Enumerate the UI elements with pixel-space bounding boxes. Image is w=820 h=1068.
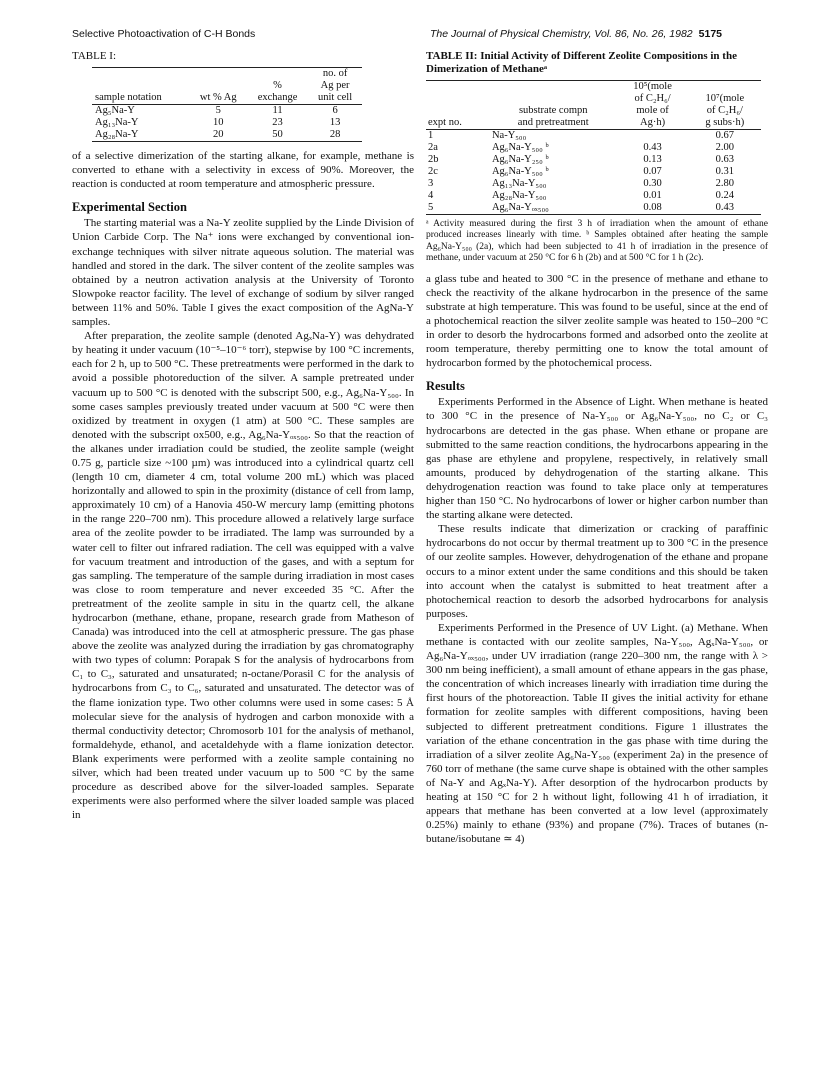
t1-cell: 6 [332,105,338,116]
t1-cell: 13 [329,117,341,128]
experimental-paragraph-2: After preparation, the zeolite sample (denoted AgₓNa-Y) was dehydrated by heating it under vacuum (10⁻⁵–10⁻⁶ torr), stepwise by 100 °C increments, each for 2 h, up to 500 °C. These pretreatments were performed in the dark to avoid a possible photoreduction of the silver. A sample pretreated under vacuum up to 500 °C is denoted with the subscript 500, e.g., Ag₆Na-Y₅₀₀. In some cases samples previously treated under vacuum at 500 °C were then oxidized by treatment in oxygen (1 atm) at 500 °C. These samples are denoted with the subscript ox500, e.g., Ag₆Na-Yₒₓ₅₀₀. So that the reaction of the alkanes under irradiation could be studied, the zeolite sample (weight 0.75 g, particle size ~100 µm) was introduced into a cylindrical quartz cell (length 10 cm, diameter 4 cm, total volume 200 mL) which was placed horizontally and allowed to spin in the proximity (distance of cell from lamp, approximately 10 cm) of a Hanovia 450-W mercury lamp (emitting photons in the range 220–700 nm). This procedure allowed a relatively large surface area of the zeolite powder to be irradiated. The lamp was surrounded by a water cell to filter out infrared radiation. The cell was equipped with a valve for vacuum treatment and introduction of the gases, and with a septum for gas sampling. The temperature of the sample during irradiation in most cases was close to room temperature and never exceeded 35 °C. After the pretreatment of the zeolite sample in situ in the quartz cell, the alkane hydrocarbon (methane, ethane, propane, research grade from Matheson of Canada) was introduced into the cell at atmospheric pressure. The gas phase above the zeolite was analyzed during the irradiation by gas chromatography with two types of column: Porapak S for the analysis of hydrocarbons from C₁ to C₃, saturated and unsaturated; n-octane/Porasil C for the analysis of hydrocarbons from C₃ to C₆, saturated and unsaturated. The detector was of the flame ionization type. Two other columns were used in some cases: 5 Å molecular sieve for the analysis of hydrogen and carbon monoxide with a thermal conductivity detector; Chromosorb 101 for the analysis of methanol, formaldehyde, ethanol, and acetaldehyde with a flame ionization detector. Blank experiments were performed with a zeolite sample containing no silver, which had been treated under vacuum up to 500 °C by the same procedure as described above for the silver-loaded samples. Separate experiments were also performed where the silver loaded sample was placed in [72,330,414,822]
table-row [426,166,761,178]
t2-h-3-1: and pretreatment [517,117,589,128]
table-row [92,117,362,129]
results-paragraph-3: Experiments Performed in the Presence of UV Light. (a) Methane. When methane is contacted with our zeolite samples, Na-Y₅₀₀, AgₓNa-Y₅₀₀, or Ag₆Na-Yₒₓ₅₀₀, under UV irradiation (range 220–300 nm, the range with λ > 300 nm being inefficient), a small amount of ethane appears in the gas phase, the concentration of which increases linearly with irradiation time during the first hours of the photoreaction. Table II gives the initial activity for ethane formation for zeolite samples with different compositions, having been subjected to different pretreatment conditions. Figure 1 illustrates the variation of the ethane concentration in the gas phase with time during the irradiation of a silver zeolite Ag₆Na-Y₅₀₀ (experiment 2a) in the presence of 760 torr of methane (the same curve shape is obtained with the other samples of Na-Y and AgₓNa-Y). After desorption of the hydrocarbon products by heating at 150 °C for 2 h without light, following 41 h of irradiation, it appears that methane has been converted at a low level (approximately 0.25%) mainly to ethane (93%) and propane (7%). Traces of butanes (n-butane/isobutane ≃ 4) [426,621,768,846]
t2-cell: 2a [428,142,438,153]
table2-caption [426,50,768,76]
t2-cell: 0.08 [643,202,662,213]
t1-h-2-1: wt % Ag [199,92,237,103]
t2-cell: 0.24 [715,190,734,201]
t2-cell: 0.30 [643,178,662,189]
table2 [426,80,761,215]
t2-cell: 0.13 [643,154,662,165]
right-column [426,50,768,846]
t1-cell: Ag₁₃Na-Y [95,117,139,128]
t1-h-0-0 [92,68,190,81]
t2-h-0-1 [490,81,617,94]
table1-caption: TABLE I: [72,50,117,62]
intro-paragraph: of a selective dimerization of the starting alkane, for example, methane is converted to ethane with a selectivity in excess of 90%. Moreover, the reaction is conducted at room temperature and atmospheric pressure. [72,150,414,191]
t1-cell: 20 [213,129,224,140]
t2-cell: 4 [428,190,434,201]
t2-h-3-3: g subs·h) [705,117,745,128]
experimental-heading: Experimental Section [72,200,187,215]
t1-h-0-1 [190,68,247,81]
t2-h-3-2: Ag·h) [640,117,666,128]
table2-footnote: ᵃ Activity measured during the first 3 h of irradiation when the amount of ethane produced increases linearly with time. ᵇ Samples obtained after heating the sample Ag₆Na-Y₅₀₀ (2a), which had been subjected to 41 h of irradiation in the presence of methane, under vacuum at 250 °C for 6 h (2b) and at 500 °C for 1 h (2c). [426,219,768,264]
t2-cell: Na-Y₅₀₀ [491,130,527,141]
t2-cell: 2c [428,166,438,177]
t2-cell: 0.67 [715,130,734,141]
t1-h-0-3: no. of [322,68,348,79]
t2-cell: Ag₆Na-Yₒₓ₅₀₀ [491,202,549,213]
t2-cell: 0.31 [715,166,734,177]
t1-cell: 11 [272,105,283,116]
table2-title: Initial Activity of Different Zeolite Compositions in the Dimerization of Methaneᵃ [426,50,737,75]
t1-cell: 5 [215,105,221,116]
t1-h-2-0: sample notation [95,92,162,103]
t1-h-1-0 [92,80,190,92]
table-row [92,105,362,118]
t2-h-2-1: substrate compn [518,105,588,116]
t2-h-1-1 [490,93,617,105]
t1-cell: 10 [213,117,224,128]
t2-h-0-2: 10⁵(mole [633,81,672,92]
t2-cell [617,130,689,143]
table-row [92,129,362,142]
t2-cell: Ag₆Na-Y₅₀₀ ᵇ [491,166,549,177]
t1-cell: Ag₂₈Na-Y [95,129,139,140]
t1-cell: 28 [329,129,341,140]
t2-cell: 1 [428,130,434,141]
t2-cell: Ag₂₈Na-Y₅₀₀ [491,190,547,201]
table-row [426,154,761,166]
table1 [92,67,362,142]
running-header-title: Selective Photoactivation of C-H Bonds [72,28,256,40]
table-row [426,178,761,190]
table-row [426,190,761,202]
t2-cell: 0.01 [643,190,662,201]
table-row [426,142,761,154]
t1-cell: Ag₅Na-Y [95,105,135,116]
t1-h-0-2 [247,68,308,81]
t2-h-3-0: expt no. [428,117,462,128]
page-number: 5175 [698,28,722,40]
running-header-journal [430,28,722,40]
t1-cell: 50 [272,129,283,140]
results-paragraph-2: These results indicate that dimerization or cracking of paraffinic hydrocarbons do not occur by thermal treatment up to 300 °C in the presence of our zeolite samples. However, dehydrogenation of the ethane and propane occurs to a minor extent under the same conditions and this should be taken into account when the catalyst is submitted to heat treatment after a photochemical reaction to desorb the adsorbed hydrocarbons for analysis purposes. [426,523,768,620]
t2-cell: Ag₁₃Na-Y₅₀₀ [491,178,547,189]
results-paragraph-1: Experiments Performed in the Absence of Light. When methane is heated to 300 °C in the presence of Na-Y₅₀₀ or Ag₆Na-Y₅₀₀, no C₂ or C₃ hydrocarbons are detected in the gas phase. When ethane or propane are submitted to the same reaction conditions, the hydrocarbons appearing in the gas phase are ethylene and propylene, respectively, in relatively small amounts, produced by dehydrogenation of the starting alkane. This dehydrogenation reaction was found to take place only at temperatures higher than 150 °C. No hydrocarbons of lower or higher carbon number than the starting alkane were detected. [426,396,768,522]
continuation-paragraph: a glass tube and heated to 300 °C in the presence of methane and ethane to check the reactivity of the alkane hydrocarbon in the presence of the same substrate at high temperature. This was found to be useful, since at the end of a photochemical reaction the silver zeolite sample was heated to 150–200 °C in order to desorb the hydrocarbons formed and adsorbed onto the zeolite at room temperature, thereby permitting one to know the total amount of hydrocarbon formed by the photochemical process. [426,272,768,370]
t2-cell: 2.00 [715,142,734,153]
t2-h-1-0 [426,93,490,105]
t2-cell: 0.63 [715,154,734,165]
t2-h-1-3: 10⁷(mole [705,93,745,104]
t2-cell: 3 [428,178,434,189]
t1-h-2-2: exchange [257,92,298,103]
table-row [426,130,761,143]
results-heading: Results [426,379,465,394]
experimental-paragraph-1: The starting material was a Na-Y zeolite supplied by the Linde Division of Union Carbide Corp. The Na⁺ ions were exchanged by conventional ion-exchange techniques with silver nitrate aqueous solution. The material was handled and stored in the dark. The silver content of the zeolite samples was obtained by a neutron activation analysis at the University of Toronto Slowpoke reactor facility. The level of exchange of sodium by silver ranged between 11% and 50%. Table I gives the exact composition of the AgNa-Y samples. [72,217,414,329]
t2-h-2-2: mole of [636,105,669,116]
t2-cell: Ag₆Na-Y₂₅₀ ᵇ [491,154,549,165]
t1-h-1-3: Ag per [320,80,350,91]
t1-cell: 23 [272,117,283,128]
t1-h-1-2: % [273,80,282,91]
t2-h-1-2: of C₂H₆/ [634,93,671,104]
t2-h-0-3 [689,81,761,94]
t2-cell: 0.07 [643,166,662,177]
t2-h-2-0 [426,105,490,117]
t2-h-2-3: of C₂H₆/ [706,105,743,116]
t2-cell: 0.43 [715,202,734,213]
t2-cell: 2b [428,154,439,165]
t2-cell: Ag₆Na-Y₅₀₀ ᵇ [491,142,549,153]
table2-label: TABLE II: [426,50,478,62]
t1-h-2-3: unit cell [318,92,353,103]
t2-h-0-0 [426,81,490,94]
left-column [72,50,414,822]
t2-cell: 2.80 [715,178,734,189]
table-row [426,202,761,215]
t2-cell: 0.43 [643,142,662,153]
t2-cell: 5 [428,202,434,213]
journal-citation: The Journal of Physical Chemistry, Vol. 86, No. 26, 1982 [430,28,693,40]
t1-h-1-1 [190,80,247,92]
